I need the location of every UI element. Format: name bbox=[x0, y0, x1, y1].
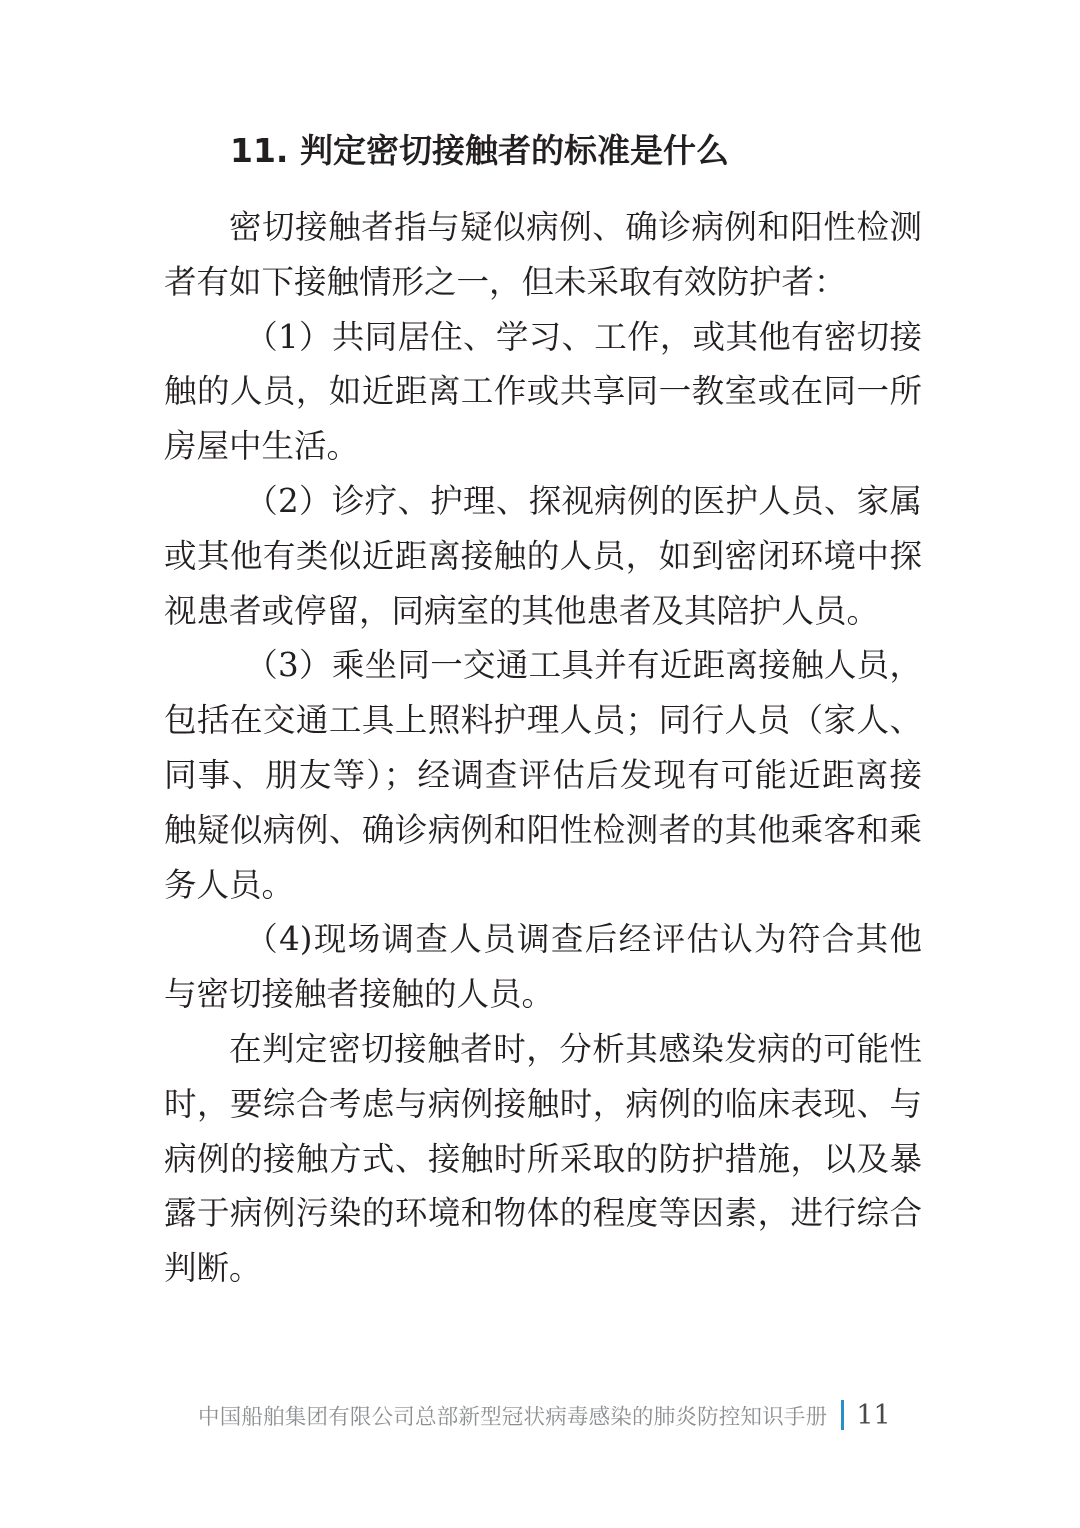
section-body bbox=[164, 200, 922, 1296]
footer-divider bbox=[841, 1400, 844, 1430]
footer-handbook-title: 中国船舶集团有限公司总部新型冠状病毒感染的肺炎防控知识手册 bbox=[198, 1404, 828, 1430]
page-number: 11 bbox=[856, 1399, 891, 1431]
criteria-item-3: （3）乘坐同一交通工具并有近距离接触人员，包括在交通工具上照料护理人员；同行人员（家人、同事、朋友等）；经调查评估后发现有可能近距离接触疑似病例、确诊病例和阳性检测者的其他乘客和乘务人员。 bbox=[164, 646, 922, 904]
intro-paragraph: 密切接触者指与疑似病例、确诊病例和阳性检测者有如下接触情形之一，但未采取有效防护者： bbox=[164, 208, 922, 301]
criteria-item-1: （1）共同居住、学习、工作，或其他有密切接触的人员，如近距离工作或共享同一教室或在同一所房屋中生活。 bbox=[164, 317, 922, 466]
criteria-item-4: （4)现场调查人员调查后经评估认为符合其他与密切接触者接触的人员。 bbox=[164, 920, 922, 1014]
page-footer bbox=[198, 1395, 958, 1435]
conclusion-paragraph: 在判定密切接触者时，分析其感染发病的可能性时，要综合考虑与病例接触时，病例的临床表现、与病例的接触方式、接触时所采取的防护措施，以及暴露于病例污染的环境和物体的程度等因素，进行综合判断。 bbox=[164, 1029, 922, 1288]
section-heading: 11. 判定密切接触者的标准是什么 bbox=[230, 131, 729, 170]
criteria-item-2: （2）诊疗、护理、探视病例的医护人员、家属或其他有类似近距离接触的人员，如到密闭环境中探视患者或停留，同病室的其他患者及其陪护人员。 bbox=[164, 481, 922, 630]
